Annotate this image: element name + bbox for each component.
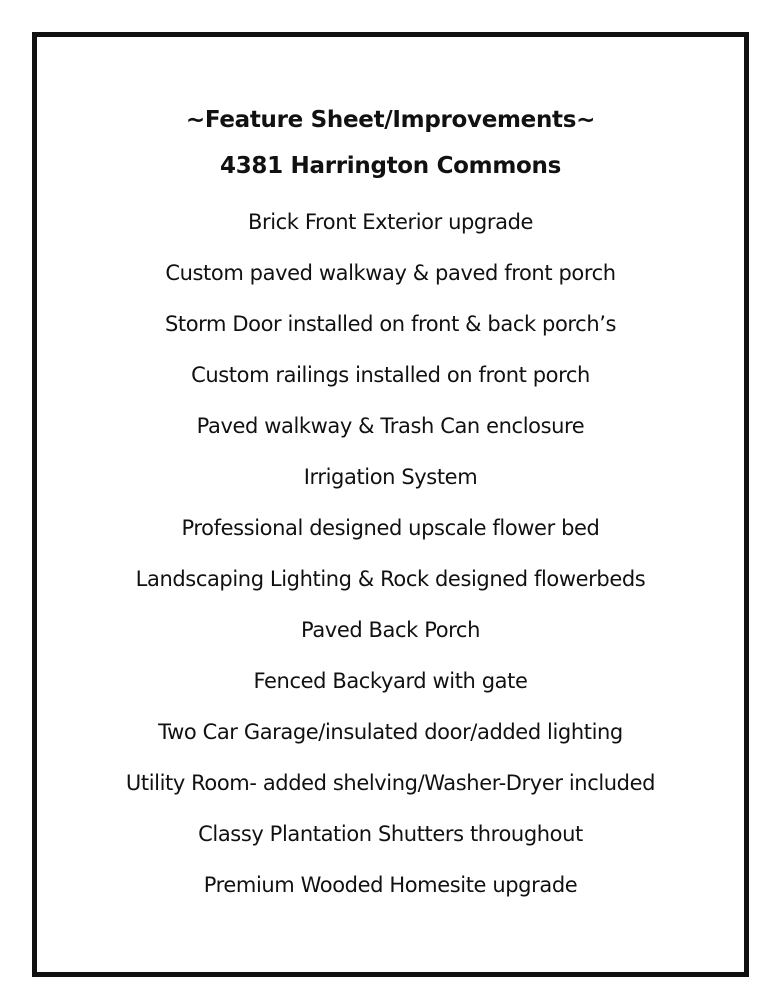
document-border-frame [32,32,749,977]
feature-item: Custom railings installed on front porch [191,363,590,387]
feature-item: Premium Wooded Homesite upgrade [203,873,578,897]
feature-item: Classy Plantation Shutters throughout [198,822,583,846]
feature-item: Utility Room- added shelving/Washer-Dryer included [125,771,656,795]
feature-item: Two Car Garage/insulated door/added lighting [158,720,623,744]
feature-item: Professional designed upscale flower bed [181,516,600,540]
feature-item: Landscaping Lighting & Rock designed flowerbeds [135,567,646,591]
feature-item: Irrigation System [303,465,478,489]
feature-item: Custom paved walkway & paved front porch [165,261,616,285]
feature-item: Paved walkway & Trash Can enclosure [196,414,585,438]
feature-sheet-title: ~Feature Sheet/Improvements~ [185,107,596,133]
feature-item: Fenced Backyard with gate [253,669,528,693]
property-address: 4381 Harrington Commons [220,153,561,179]
feature-sheet-content [37,97,744,911]
feature-item: Brick Front Exterior upgrade [247,210,534,234]
feature-item: Storm Door installed on front & back porch’s [164,312,617,336]
feature-item: Paved Back Porch [301,618,480,642]
feature-list [37,197,744,911]
